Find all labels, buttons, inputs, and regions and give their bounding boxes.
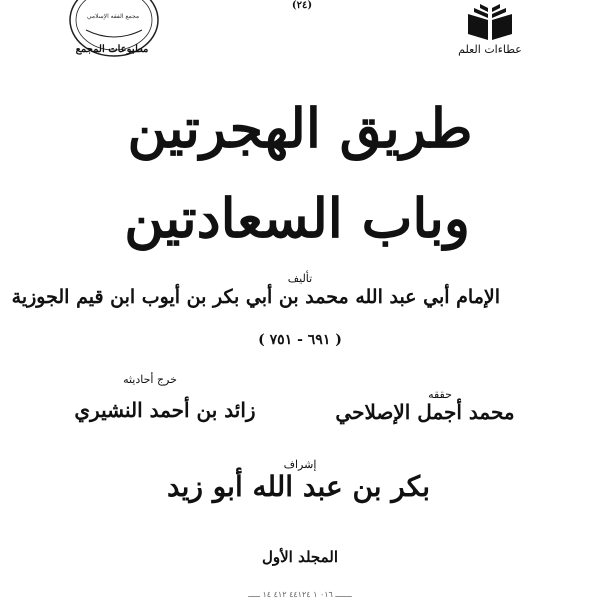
- publisher-logo: [450, 2, 530, 66]
- series-number: (٢٤): [291, 0, 313, 11]
- author-name: الإمام أبي عبد الله محمد بن أبي بكر بن أيوب ابن قيم الجوزية: [11, 286, 500, 308]
- hadith-checker-label: خرج أحاديثه: [123, 373, 177, 386]
- editor-name: محمد أجمل الإصلاحي: [335, 400, 515, 424]
- editor-label: حققه: [428, 388, 452, 401]
- author-label: تأليف: [287, 272, 313, 285]
- book-title-line-1: طريق الهجرتين: [127, 96, 473, 160]
- volume-label: المجلد الأول: [261, 548, 339, 566]
- publisher-name: عطاءات العلم: [458, 43, 522, 56]
- book-icon: [464, 2, 516, 42]
- book-title-line-2: وباب السعادتين: [124, 186, 470, 250]
- hadith-checker-name: زائد بن أحمد النشيري: [74, 398, 256, 422]
- supervisor-name: بكر بن عبد الله أبو زيد: [166, 470, 430, 503]
- bottom-strip: ـــــــ ٠١٦ ١ ٤٤١٢٤ ٤١٢ ١٤ ـــــ: [248, 590, 352, 599]
- author-dates: ( ٦٩١ - ٧٥١ ): [258, 332, 342, 348]
- supervision-label: إشراف: [283, 458, 317, 471]
- seal-ring-text: مجمع الفقه الإسلامي: [86, 13, 140, 20]
- seal-caption: مطبوعات المجمع: [75, 44, 149, 55]
